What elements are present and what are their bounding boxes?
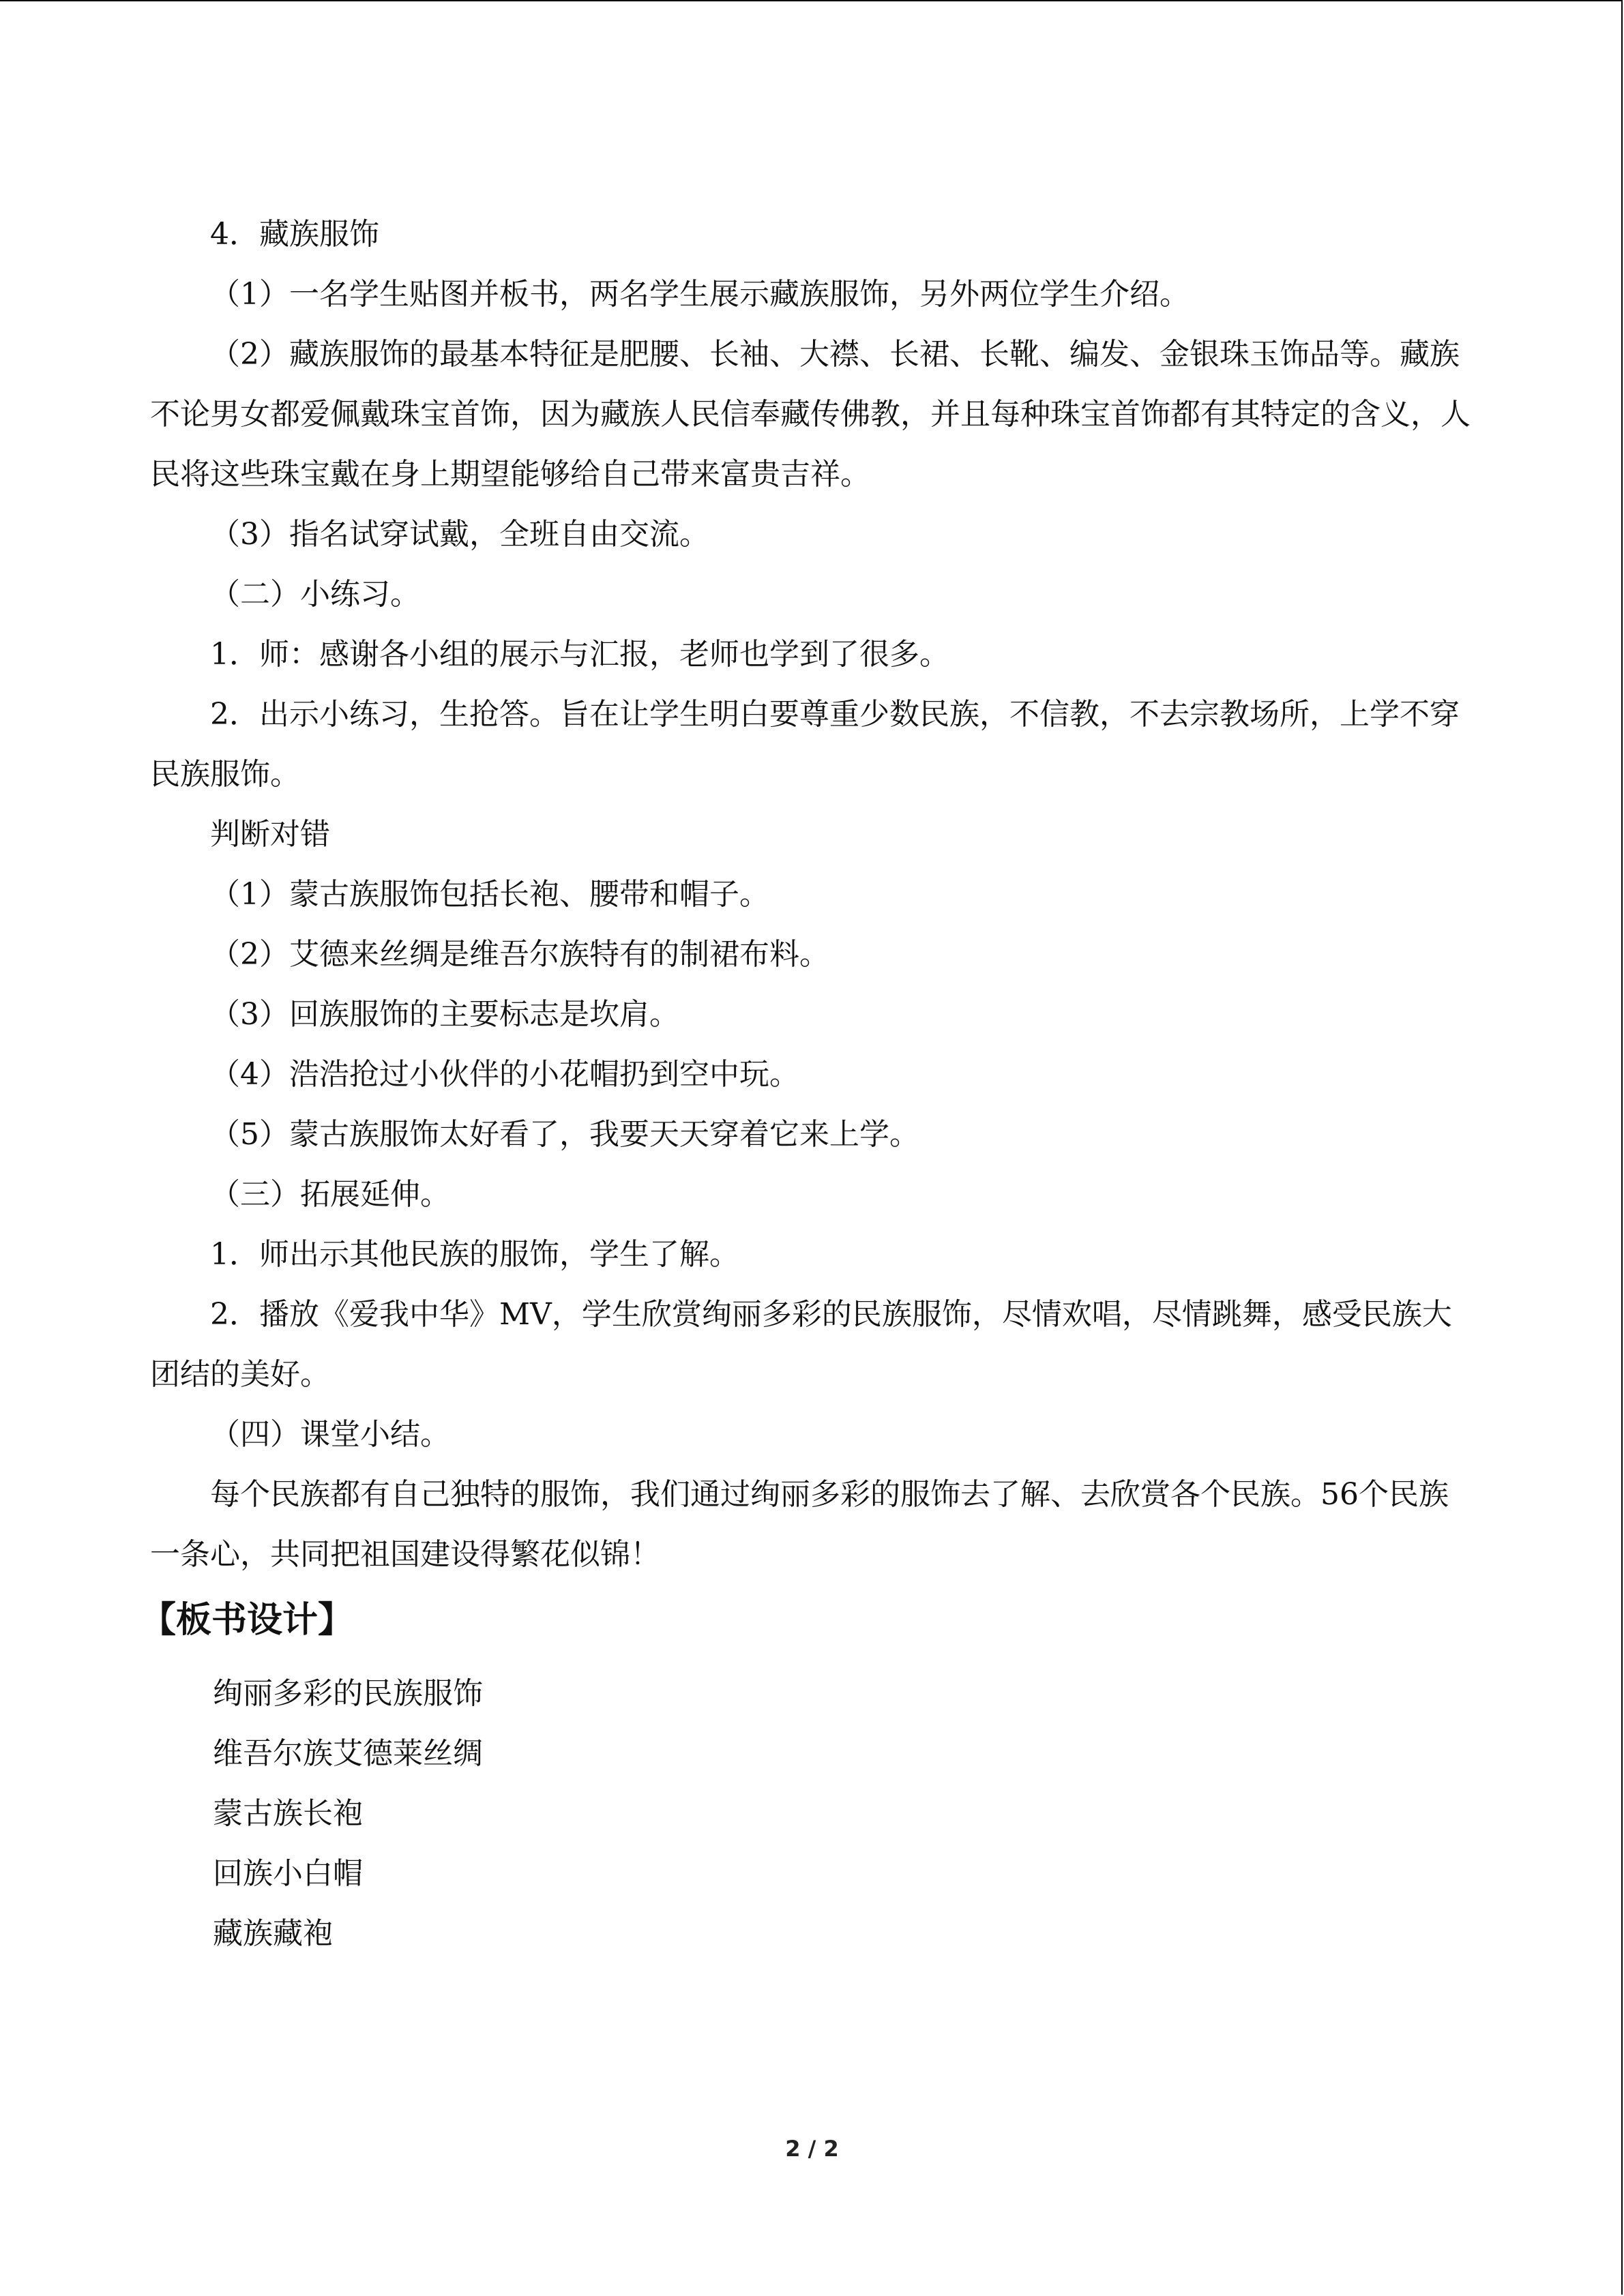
paragraph: 1．师出示其他民族的服饰，学生了解。 [210, 1237, 739, 1272]
paragraph: 判断对错 [210, 817, 330, 852]
board-design-line: 蒙古族长袍 [213, 1796, 363, 1831]
paragraph: （四）课堂小结。 [210, 1417, 450, 1452]
paragraph: （二）小练习。 [210, 577, 420, 612]
board-design-line: 绚丽多彩的民族服饰 [213, 1676, 483, 1711]
board-design-line: 回族小白帽 [213, 1856, 363, 1891]
paragraph: （3）回族服饰的主要标志是坎肩。 [210, 997, 679, 1032]
paragraph: 2．出示小练习，生抢答。旨在让学生明白要尊重少数民族，不信教，不去宗教场所，上学不穿民族服饰。 [150, 697, 1460, 792]
board-design-heading: 【板书设计】 [141, 1600, 354, 1641]
paragraph: （3）指名试穿试戴，全班自由交流。 [210, 517, 709, 552]
paragraph: （2）艾德来丝绸是维吾尔族特有的制裙布料。 [210, 937, 829, 972]
paragraph: 每个民族都有自己独特的服饰，我们通过绚丽多彩的服饰去了解、去欣赏各个民族。56个民族一条心，共同把祖国建设得繁花似锦！ [150, 1477, 1449, 1572]
paragraph: （5）蒙古族服饰太好看了，我要天天穿着它来上学。 [210, 1117, 919, 1152]
paragraph: （1）蒙古族服饰包括长袍、腰带和帽子。 [210, 877, 769, 912]
paragraph: （三）拓展延伸。 [210, 1177, 450, 1212]
paragraph: （4）浩浩抢过小伙伴的小花帽扔到空中玩。 [210, 1057, 799, 1092]
board-design-list [150, 1664, 1474, 1964]
paragraph: （2）藏族服饰的最基本特征是肥腰、长袖、大襟、长裙、长靴、编发、金银珠玉饰品等。藏族不论男女都爱佩戴珠宝首饰，因为藏族人民信奉藏传佛教，并且每种珠宝首饰都有其特定的含义，人民将这些珠宝戴在身上期望能够给自己带来富贵吉祥。 [150, 337, 1471, 492]
paragraph: 1．师：感谢各小组的展示与汇报，老师也学到了很多。 [210, 637, 949, 672]
board-design-line: 藏族藏袍 [213, 1916, 333, 1951]
document-body [141, 205, 1474, 1964]
paragraph: （1）一名学生贴图并板书，两名学生展示藏族服饰，另外两位学生介绍。 [210, 277, 1190, 312]
board-design-line: 维吾尔族艾德莱丝绸 [213, 1736, 483, 1771]
page-number: 2 / 2 [785, 2136, 839, 2162]
paragraph: 4．藏族服饰 [210, 217, 379, 252]
paragraph: 2．播放《爱我中华》MV，学生欣赏绚丽多彩的民族服饰，尽情欢唱，尽情跳舞，感受民族大团结的美好。 [150, 1297, 1452, 1392]
